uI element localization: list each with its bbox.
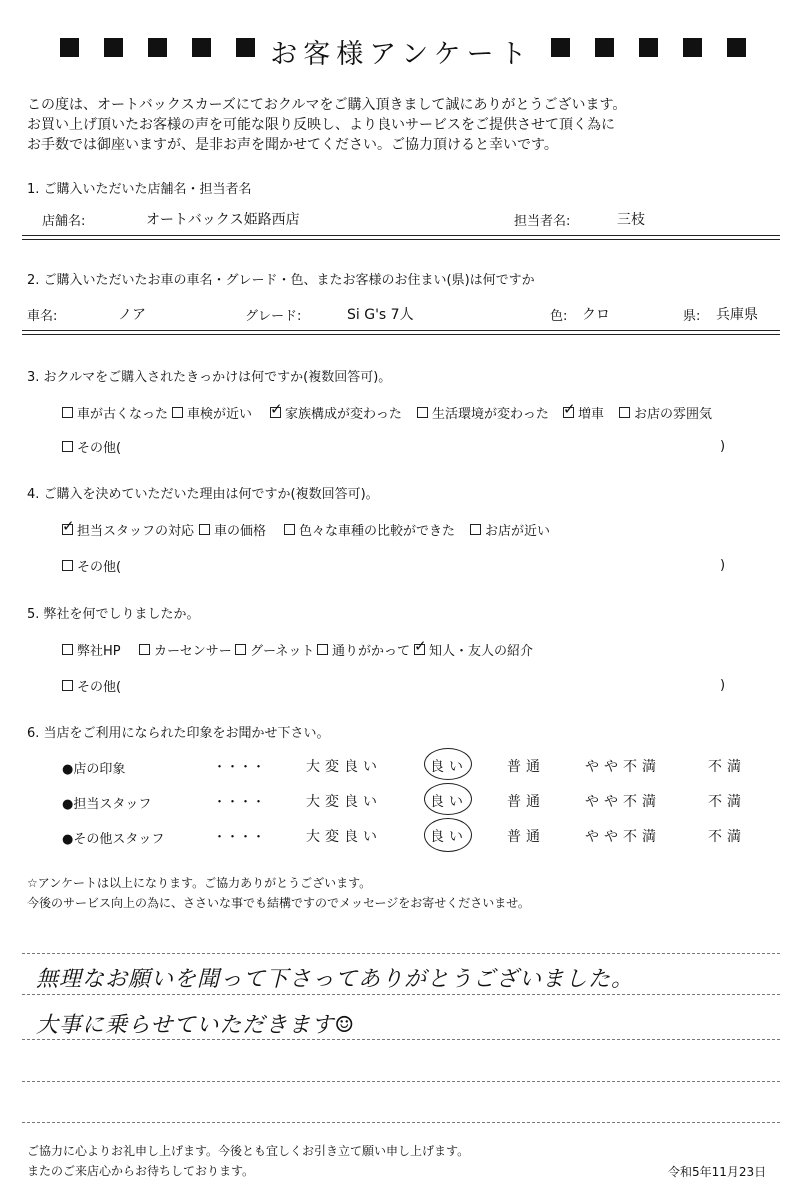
checkbox-icon[interactable] (62, 441, 73, 452)
q5-other[interactable]: その他( (62, 676, 121, 695)
rating-option[interactable]: 普通 (507, 829, 545, 845)
selection-circle-icon (424, 818, 472, 852)
checked-checkbox-icon[interactable] (270, 407, 281, 418)
title-square-icon (639, 38, 658, 57)
rating-option[interactable]: 大変良い (306, 759, 382, 775)
q3-question: 3. おクルマをご購入されたきっかけは何ですか(複数回答可)。 (27, 370, 392, 385)
checkbox-icon[interactable] (62, 680, 73, 691)
divider (22, 334, 780, 335)
rating-dots: ・・・・ (213, 830, 266, 845)
footer-line: ご協力に心よりお礼申し上げます。今後とも宜しくお引き立て願い申し上げます。 (27, 1144, 470, 1158)
rating-option[interactable]: 普通 (507, 794, 545, 810)
message-line (22, 1122, 780, 1123)
q5-option[interactable]: ✓ 知人・友人の紹介 (414, 640, 533, 659)
checkbox-icon[interactable] (417, 407, 428, 418)
q5-option[interactable]: 弊社HP (62, 640, 121, 659)
message-line (22, 1039, 780, 1040)
q3-option[interactable]: ✓ 増車 (563, 403, 604, 422)
q3-option[interactable]: 車が古くなった (62, 403, 168, 422)
handwritten-message[interactable]: 無理なお願いを聞って下さってありがとうございました。 (36, 967, 635, 992)
divider (22, 239, 780, 240)
checkbox-icon[interactable] (172, 407, 183, 418)
checkbox-icon[interactable] (139, 644, 150, 655)
checkbox-icon[interactable] (284, 524, 295, 535)
rating-option[interactable]: やや不満 (585, 794, 661, 810)
rating-option[interactable]: 不満 (708, 759, 746, 775)
q3-other[interactable]: その他( (62, 437, 121, 456)
grade-label: グレード: (245, 309, 302, 324)
rating-option[interactable]: 普通 (507, 759, 545, 775)
selection-circle-icon (424, 783, 472, 815)
q5-question: 5. 弊社を何でしりましたか。 (27, 607, 200, 622)
grade-value[interactable]: Si G's 7人 (347, 307, 414, 323)
store-value[interactable]: オートバックス姫路西店 (146, 212, 300, 228)
q5-option[interactable]: グーネット (235, 640, 314, 659)
q3-close-paren: ) (720, 439, 726, 454)
checked-checkbox-icon[interactable] (563, 407, 574, 418)
q4-close-paren: ) (720, 558, 726, 573)
store-label: 店舗名: (42, 214, 86, 229)
q5-close-paren: ) (720, 678, 726, 693)
selection-circle-icon (424, 748, 472, 780)
rating-option[interactable]: やや不満 (585, 829, 661, 845)
rating-option[interactable]: 不満 (708, 794, 746, 810)
checkbox-icon[interactable] (62, 407, 73, 418)
q2-question: 2. ご購入いただいたお車の車名・グレード・色、またお客様のお住まい(県)は何ですか (27, 273, 535, 288)
checkbox-icon[interactable] (317, 644, 328, 655)
staff-value[interactable]: 三枝 (617, 212, 645, 228)
q3-option[interactable]: お店の雰囲気 (619, 403, 712, 422)
message-line (22, 1081, 780, 1082)
rating-option-selected[interactable]: 良い (430, 759, 468, 775)
intro-line: お手数では御座いますが、是非お声を聞かせてください。ご協力頂けると幸いです。 (27, 137, 558, 153)
q4-option[interactable]: 色々な車種の比較ができた (284, 520, 455, 539)
pref-label: 県: (683, 309, 701, 324)
footer-line: またのご来店心からお待ちしております。 (27, 1164, 255, 1178)
checkbox-icon[interactable] (199, 524, 210, 535)
title-row (0, 32, 803, 70)
checked-checkbox-icon[interactable] (62, 524, 73, 535)
checkbox-icon[interactable] (235, 644, 246, 655)
q3-option[interactable]: ✓ 家族構成が変わった (270, 403, 402, 422)
rating-row-label: ●担当スタッフ (62, 797, 152, 812)
checked-checkbox-icon[interactable] (414, 644, 425, 655)
divider (22, 235, 780, 236)
rating-option[interactable]: 不満 (708, 829, 746, 845)
color-value[interactable]: クロ (582, 307, 610, 323)
q4-other[interactable]: その他( (62, 556, 121, 575)
page-title: お客様アンケート (270, 39, 533, 70)
rating-option[interactable]: 大変良い (306, 794, 382, 810)
car-value[interactable]: ノア (118, 307, 146, 323)
rating-option[interactable]: 大変良い (306, 829, 382, 845)
rating-option[interactable]: やや不満 (585, 759, 661, 775)
date: 令和5年11月23日 (668, 1165, 767, 1179)
message-line (22, 994, 780, 995)
color-label: 色: (550, 309, 568, 324)
rating-dots: ・・・・ (213, 760, 266, 775)
rating-option-selected[interactable]: 良い (430, 829, 468, 845)
rating-row-label: ●店の印象 (62, 762, 126, 777)
checkbox-icon[interactable] (619, 407, 630, 418)
q4-question: 4. ご購入を決めていただいた理由は何ですか(複数回答可)。 (27, 487, 379, 502)
message-line (22, 953, 780, 954)
handwritten-message[interactable]: 大事に乗らせていただきます☺ (36, 1013, 356, 1038)
q4-option[interactable]: ✓担当スタッフの対応 (62, 520, 194, 539)
title-square-icon (683, 38, 702, 57)
q5-option[interactable]: 通りがかって (317, 640, 410, 659)
checkbox-icon[interactable] (470, 524, 481, 535)
q4-option[interactable]: お店が近い (470, 520, 550, 539)
closing-line: ☆アンケートは以上になります。ご協力ありがとうございます。 (27, 876, 372, 890)
q5-option[interactable]: カーセンサー (139, 640, 232, 659)
rating-row-label: ●その他スタッフ (62, 832, 165, 847)
title-square-icon (727, 38, 746, 57)
divider (22, 330, 780, 331)
q1-question: 1. ご購入いただいた店舗名・担当者名 (27, 182, 252, 197)
q6-question: 6. 当店をご利用になられた印象をお聞かせ下さい。 (27, 726, 330, 741)
title-square-icon (551, 38, 570, 57)
q3-option[interactable]: 生活環境が変わった (417, 403, 549, 422)
checkbox-icon[interactable] (62, 644, 73, 655)
intro-line: お買い上げ頂いたお客様の声を可能な限り反映し、より良いサービスをご提供させて頂く為に (27, 117, 615, 133)
closing-line: 今後のサービス向上の為に、ささいな事でも結構ですのでメッセージをお寄せくださいませ。 (27, 896, 530, 910)
pref-value[interactable]: 兵庫県 (716, 307, 758, 323)
intro-line: この度は、オートバックスカーズにておクルマをご購入頂きまして誠にありがとうございます。 (27, 97, 627, 113)
title-square-icon (595, 38, 614, 57)
staff-label: 担当者名: (514, 214, 571, 229)
rating-option-selected[interactable]: 良い (430, 794, 468, 810)
car-label: 車名: (27, 309, 58, 324)
checkbox-icon[interactable] (62, 560, 73, 571)
q4-option[interactable]: 車の価格 (199, 520, 266, 539)
rating-dots: ・・・・ (213, 795, 266, 810)
q3-option[interactable]: 車検が近い (172, 403, 252, 422)
